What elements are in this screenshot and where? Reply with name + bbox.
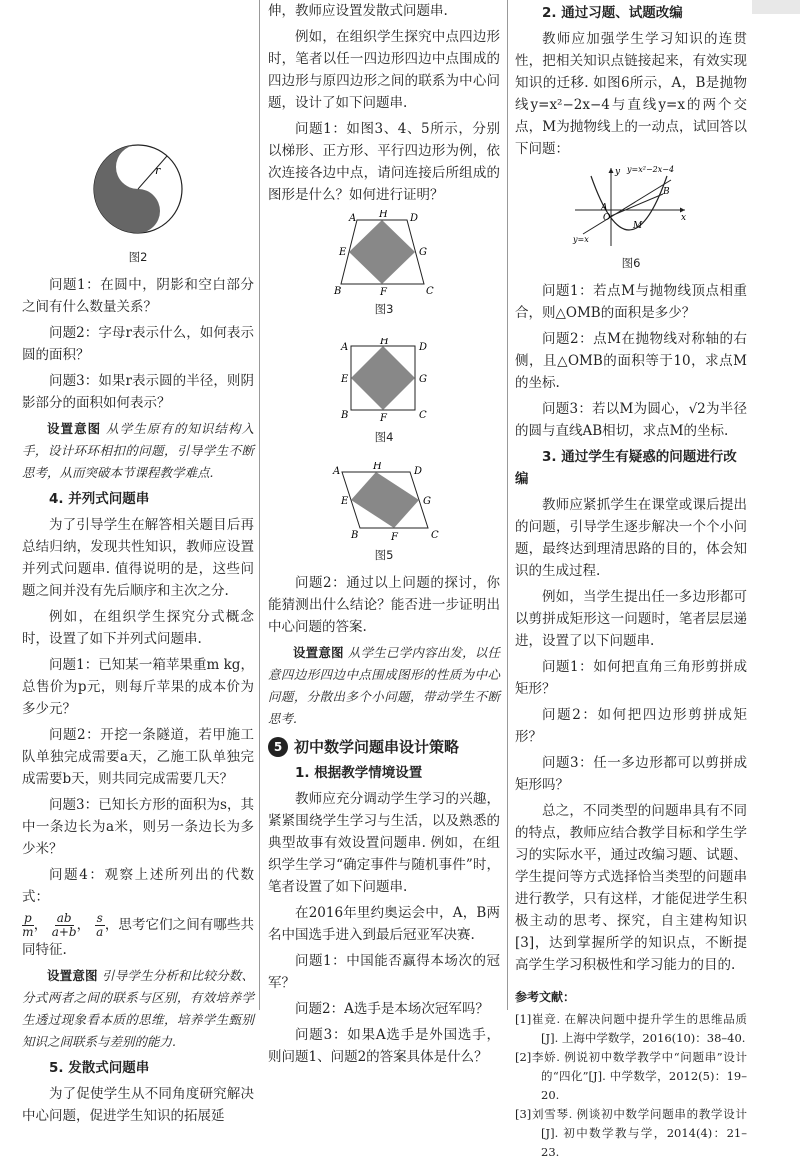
question-3: 问题3：如果r表示圆的半径，则阴影部分的面积如何表示？	[22, 373, 254, 411]
svg-text:G: G	[419, 374, 427, 385]
question-3: 问题3：若以M为圆心，√2为半径的圆与直线AB相切，求点M的坐标.	[515, 401, 747, 439]
svg-text:M: M	[633, 221, 643, 231]
svg-text:A: A	[333, 466, 341, 477]
heading-exercise-adaptation: 2. 通过习题、试题改编	[542, 5, 683, 21]
svg-text:C: C	[431, 530, 439, 541]
parabola-line-figure	[571, 164, 691, 250]
design-intent-note: 设置意图 从学生原有的知识结构入手，设计环环相扣的问题，引导学生不断思考，从而突破本节课程教学难点.	[22, 421, 254, 480]
svg-text:E: E	[341, 374, 349, 385]
question-2: 问题2：点M在抛物线对称轴的右侧，且△OMB的面积等于10，求点M的坐标.	[515, 331, 747, 391]
section-title: 初中数学问题串设计策略	[294, 738, 460, 756]
paragraph: 教师应充分调动学生学习的兴趣，紧紧围绕学生学习与生活，以及熟悉的典型故事有效设置问题串. 例如，在组织学生学习“确定事件与随机事件”时，笔者设置了如下问题串.	[268, 791, 500, 895]
question-1: 问题1：若点M与抛物线顶点相重合，则△OMB的面积是多少？	[515, 283, 747, 321]
svg-text:x: x	[681, 213, 687, 223]
question-4: 问题4：观察上述所列出的代数式：	[22, 867, 254, 905]
question-2: 问题2：开挖一条隧道，若甲施工队单独完成需要a天，乙施工队单独完成需要b天，则共同完成需要几天？	[22, 727, 254, 787]
svg-text:D: D	[414, 466, 423, 477]
svg-text:E: E	[341, 496, 349, 507]
fraction-s-a: $\frac{s}{a}$	[96, 911, 104, 939]
section-heading	[268, 736, 500, 758]
conclusion-paragraph: 总之，不同类型的问题串具有不同的特点，教师应结合教学目标和学生学习的实际水平，通过改编习题、试题、学生提问等方式选择恰当类型的问题串进行教学，只有这样，才能促进学生积极主动的思考、探究，自主建构知识[3]，达到掌握所学的知识点，不断提高学生学习积极性和学习能力的目的.	[515, 803, 747, 973]
svg-text:B: B	[663, 187, 670, 197]
svg-text:C: C	[419, 410, 427, 421]
heading-divergent-questions: 5. 发散式问题串	[49, 1060, 150, 1076]
design-intent-note: 设置意图 引导学生分析和比较分数、分式两者之间的联系与区别，有效培养学生透过现象看本质的思维，培养学生甄别知识之间联系与差别的能力.	[22, 968, 254, 1049]
svg-text:G: G	[423, 496, 431, 507]
paragraph: 在2016年里约奥运会中，A，B两名中国选手进入到最后冠亚军决赛.	[268, 905, 500, 943]
reference-item: [2]李娇. 例说初中数学教学中“问题串”设计的“四化”[J]. 中学数学，2012(5)：19–20.	[515, 1050, 747, 1102]
paragraph: 例如，在组织学生探究中点四边形时，笔者以任一四边形四边中点围成的四边形与原四边形之间的联系为中心问题，设计了如下问题串.	[268, 29, 500, 111]
svg-text:C: C	[426, 286, 434, 296]
svg-text:D: D	[419, 342, 428, 353]
design-intent-note: 设置意图 从学生已学内容出发，以任意四边形四边中点围成图形的性质为中心问题，分散出多个小问题，带动学生不断思考.	[268, 645, 500, 726]
svg-text:H: H	[373, 462, 382, 472]
question-1: 问题1：中国能否赢得本场次的冠军？	[268, 953, 500, 991]
svg-text:B: B	[334, 286, 342, 296]
column-1	[22, 0, 254, 1131]
svg-text:A: A	[349, 213, 357, 224]
question-3: 问题3：任一多边形都可以剪拼成矩形吗？	[515, 755, 747, 793]
paragraph: 教师应加强学生学习知识的连贯性，把相关知识点链接起来，有效实现知识的迁移. 如图6所示，A，B是抛物线y=x²−2x−4与直线y=x的两个交点，M为抛物线上的一动点，试回答以下问题：	[515, 31, 747, 157]
question-2: 问题2：如何把四边形剪拼成矩形？	[515, 707, 747, 745]
paragraph: 伸，教师应设置发散式问题串.	[268, 3, 448, 19]
column-2	[268, 0, 500, 1072]
svg-text:H: H	[380, 338, 389, 347]
references-heading: 参考文献：	[515, 990, 576, 1004]
question-2: 问题2：A选手是本场次冠军吗？	[295, 1001, 489, 1017]
svg-text:y: y	[615, 167, 621, 177]
figure-6-caption: 图6	[621, 256, 641, 270]
heading-student-questions: 3. 通过学生有疑惑的问题进行改编	[515, 449, 737, 487]
fig2-radius-label: r	[155, 164, 161, 177]
svg-text:A: A	[341, 342, 349, 353]
svg-text:B: B	[351, 530, 359, 541]
heading-parallel-questions: 4. 并列式问题串	[49, 491, 150, 507]
paragraph: 例如，当学生提出任一多边形都可以剪拼成矩形这一问题时，笔者层层递进，设置了以下问题串.	[515, 589, 747, 649]
figure-5-caption: 图5	[374, 548, 394, 562]
svg-text:y=x: y=x	[573, 235, 589, 244]
figure-2-caption: 图2	[128, 250, 148, 264]
reference-item: [3]刘雪琴. 例谈初中数学问题串的教学设计[J]. 初中数学教与学，2014(4)：21–23.	[515, 1107, 747, 1159]
svg-text:H: H	[379, 210, 388, 220]
figure-3-caption: 图3	[374, 302, 394, 316]
svg-text:B: B	[341, 410, 349, 421]
column-divider-1	[259, 0, 260, 1010]
heading-teaching-context: 1. 根据教学情境设置	[295, 765, 423, 781]
section-number-icon: 5	[268, 737, 288, 757]
svg-text:O: O	[603, 213, 611, 223]
fraction-ab-aplusb: $\frac{ab}{a+b}$	[51, 911, 77, 939]
question-3: 问题3：已知长方形的面积为s，其中一条边长为a米，则另一条边长为多少米？	[22, 797, 254, 857]
svg-text:F: F	[380, 287, 387, 296]
question-2: 问题2：字母r表示什么，如何表示圆的面积？	[22, 325, 254, 363]
paragraph: 例如，在组织学生探究分式概念时，设置了如下并列式问题串.	[22, 609, 254, 647]
question-1: 问题1：如图3、4、5所示，分别以梯形、正方形、平行四边形为例，依次连接各边中点，请问连接后所组成的图形是什么？如何进行证明？	[268, 121, 500, 203]
fraction-p-m: $\frac{p}{m}$	[22, 911, 34, 939]
question-1: 问题1：已知某一箱苹果重m kg，总售价为p元，则每斤苹果的成本价为多少元？	[22, 657, 254, 717]
fraction-expressions: $\frac{p}{m}$ ， $\frac{ab}{a+b}$ ， $\frac{s}{a}$ ，思考它们之间有哪些共同特征.	[22, 911, 254, 958]
svg-text:A: A	[601, 203, 608, 213]
paragraph: 为了促使学生从不同角度研究解决中心问题，促进学生知识的拓展延	[22, 1086, 254, 1124]
trapezoid-midpoint-figure	[329, 210, 439, 296]
question-2: 问题2：通过以上问题的探讨，你能猜测出什么结论？能否进一步证明出中心问题的答案.	[268, 575, 500, 635]
svg-text:E: E	[339, 247, 347, 258]
svg-text:F: F	[380, 413, 387, 424]
paragraph: 为了引导学生在解答相关题目后再总结归纳，发现共性知识，教师应设置并列式问题串. 值得说明的是，这些问题之间并没有先后顺序和主次之分.	[22, 517, 254, 599]
column-3	[515, 0, 747, 1162]
svg-text:F: F	[391, 532, 398, 542]
yin-yang-circle-figure	[83, 134, 193, 244]
svg-text:D: D	[410, 213, 419, 224]
question-1: 问题1：在圆中，阴影和空白部分之间有什么数量关系？	[22, 277, 254, 315]
column-divider-2	[507, 0, 508, 1010]
question-3: 问题3：如果A选手是外国选手，则问题1、问题2的答案具体是什么？	[268, 1027, 500, 1065]
reference-item: [1]崔竞. 在解决问题中提升学生的思维品质[J]. 上海中学数学，2016(10)：38–40.	[515, 1012, 747, 1045]
question-1: 问题1：如何把直角三角形剪拼成矩形？	[515, 659, 747, 697]
figure-4-caption: 图4	[374, 430, 394, 444]
svg-text:G: G	[419, 247, 427, 258]
svg-text:y=x²−2x−4: y=x²−2x−4	[627, 165, 675, 174]
square-midpoint-figure	[329, 338, 439, 424]
page-corner-tab	[752, 0, 800, 14]
parallelogram-midpoint-figure	[324, 462, 444, 542]
paragraph: 教师应紧抓学生在课堂或课后提出的问题，引导学生逐步解决一个个小问题，最终达到理清思路的目的，体会知识的生成过程.	[515, 497, 747, 579]
